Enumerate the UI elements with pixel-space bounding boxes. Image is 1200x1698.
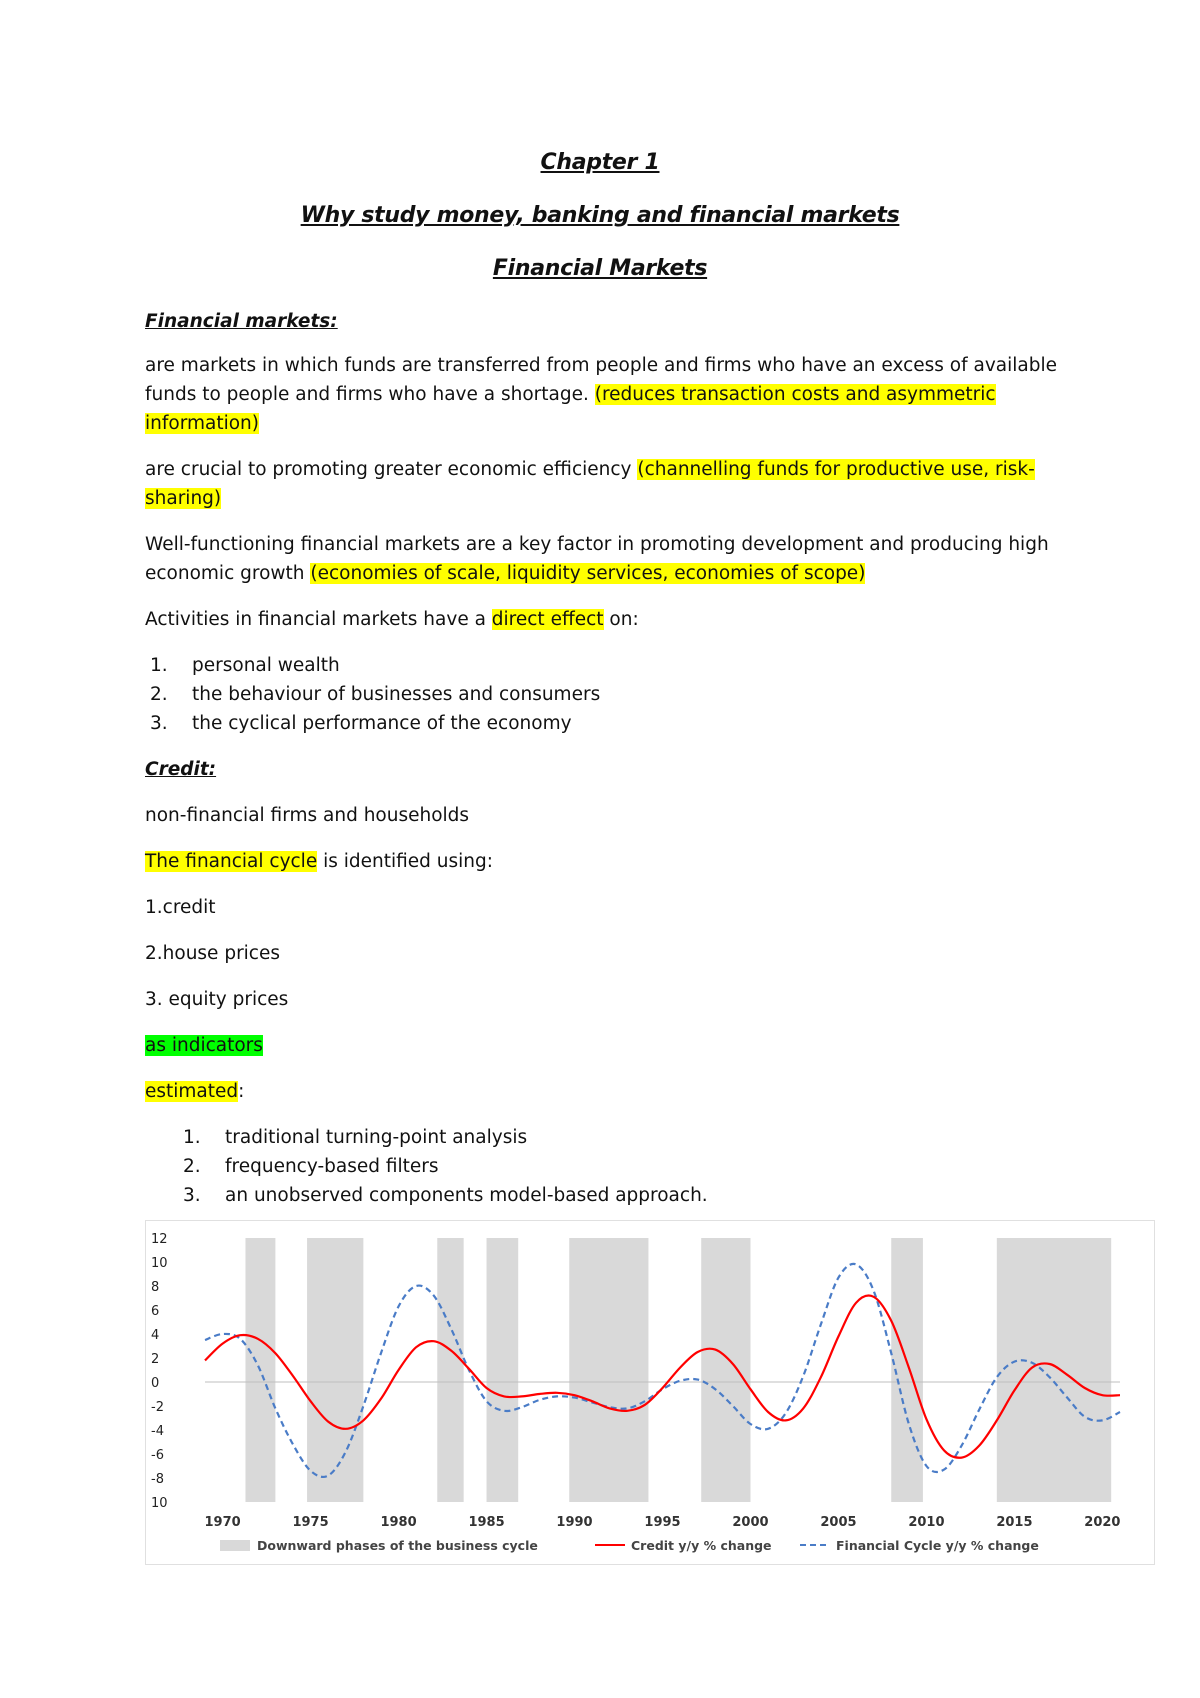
paragraph-1-line-3: information) — [145, 413, 259, 434]
paragraph-3-line-1: Well-functioning financial markets are a key factor in promoting development and producing high — [145, 534, 1049, 555]
y-tick-label: 2 — [151, 1352, 160, 1367]
credit-paragraph: non-financial firms and households — [145, 805, 470, 826]
y-tick-label: 6 — [151, 1304, 160, 1319]
method-item: 2. frequency-based filters — [183, 1156, 439, 1177]
legend-label: Financial Cycle y/y % change — [836, 1538, 1039, 1553]
highlight-economies-of-scale: (economies of scale, liquidity services, economies of scope) — [310, 563, 866, 584]
highlight-estimated: estimated — [145, 1081, 239, 1102]
paragraph-3-line-2: economic growth (economies of scale, liquidity services, economies of scope) — [145, 563, 866, 584]
shaded-period — [307, 1238, 363, 1502]
x-tick-label: 2005 — [820, 1515, 857, 1530]
highlight-direct-effect: direct effect — [491, 609, 604, 630]
x-tick-label: 1980 — [380, 1515, 417, 1530]
highlight-as-indicators: as indicators — [145, 1035, 263, 1056]
book-title: Why study money, banking and financial markets — [300, 203, 900, 228]
shaded-period — [701, 1238, 750, 1502]
x-tick-label: 1990 — [556, 1515, 593, 1530]
legend-label: Credit y/y % change — [631, 1538, 772, 1553]
y-tick-label: 10 — [151, 1256, 168, 1271]
indicator-item: 3. equity prices — [145, 989, 289, 1010]
legend-swatch-shade — [220, 1540, 250, 1551]
method-item: 3. an unobserved components model-based approach. — [183, 1185, 708, 1206]
shaded-period — [437, 1238, 463, 1502]
y-tick-label: -6 — [151, 1448, 164, 1463]
y-tick-label: 12 — [151, 1232, 168, 1247]
list-item: 1. personal wealth — [150, 655, 340, 676]
x-tick-label: 2015 — [996, 1515, 1033, 1530]
estimated-line: estimated: — [145, 1081, 245, 1102]
x-tick-label: 1985 — [468, 1515, 505, 1530]
y-tick-label: 8 — [151, 1280, 160, 1295]
y-tick-label: 4 — [151, 1328, 160, 1343]
highlight-transaction-costs: (reduces transaction costs and asymmetric — [594, 384, 996, 405]
as-indicators-line — [145, 1032, 263, 1060]
financial-cycle-line: The financial cycle is identified using: — [145, 851, 494, 872]
x-tick-label: 2010 — [908, 1515, 945, 1530]
x-tick-label: 2020 — [1084, 1515, 1121, 1530]
financial-cycle-chart — [145, 1220, 1155, 1565]
y-tick-label: -4 — [151, 1424, 164, 1439]
y-tick-label: 0 — [151, 1376, 160, 1391]
y-tick-label: -2 — [151, 1400, 164, 1415]
shaded-period — [569, 1238, 648, 1502]
legend-label: Downward phases of the business cycle — [257, 1538, 538, 1553]
indicator-item: 2.house prices — [145, 943, 281, 964]
x-tick-label: 1970 — [204, 1515, 241, 1530]
paragraph-2-line-2: sharing) — [145, 488, 222, 509]
x-tick-label: 1975 — [292, 1515, 329, 1530]
paragraph-1-line-2: funds to people and firms who have a shortage. (reduces transaction costs and asymmetric — [145, 384, 996, 405]
indicator-item: 1.credit — [145, 897, 216, 918]
paragraph-4: Activities in financial markets have a direct effect on: — [145, 609, 639, 630]
highlight-channelling-funds: (channelling funds for productive use, risk- — [637, 459, 1035, 480]
x-tick-label: 2000 — [732, 1515, 769, 1530]
shaded-period — [997, 1238, 1111, 1502]
method-item: 1. traditional turning-point analysis — [183, 1127, 528, 1148]
paragraph-1-line-1: are markets in which funds are transferred from people and firms who have an excess of available — [145, 355, 1058, 376]
y-tick-label: 10 — [151, 1496, 168, 1511]
list-item: 2. the behaviour of businesses and consumers — [150, 684, 601, 705]
y-tick-label: -8 — [151, 1472, 164, 1487]
financial-markets-heading: Financial markets: — [145, 311, 338, 332]
highlight-financial-cycle: The financial cycle — [145, 851, 318, 872]
section-title: Financial Markets — [492, 256, 708, 281]
paragraph-2-line-1: are crucial to promoting greater economic efficiency (channelling funds for productive use, risk- — [145, 459, 1035, 480]
credit-heading: Credit: — [145, 759, 217, 780]
shaded-period — [487, 1238, 519, 1502]
list-item: 3. the cyclical performance of the economy — [150, 713, 572, 734]
x-tick-label: 1995 — [644, 1515, 681, 1530]
chapter-title: Chapter 1 — [540, 150, 660, 175]
